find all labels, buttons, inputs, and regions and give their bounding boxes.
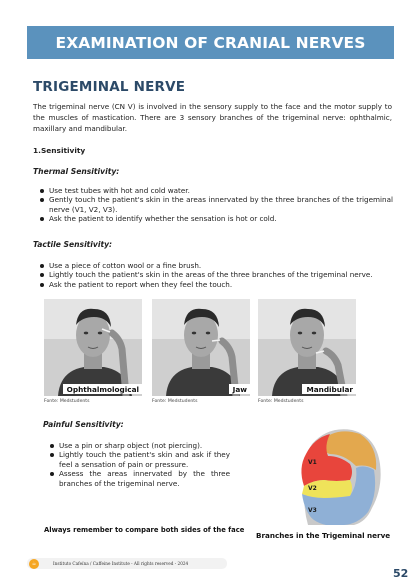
list-item: Use a pin or sharp object (not piercing). bbox=[46, 441, 230, 450]
thermal-list bbox=[36, 186, 393, 224]
compare-note: Always remember to compare both sides of the face bbox=[44, 526, 245, 534]
v1-label: V1 bbox=[308, 459, 317, 466]
photo-label: Jaw bbox=[229, 384, 250, 394]
footer-text: Instituto Cafeína / Caffeine Institute - All rights reserved - 2024 bbox=[53, 561, 189, 566]
footer-bar bbox=[27, 558, 227, 569]
page-number: 52 bbox=[393, 567, 409, 580]
photo-source: Fonte: Medstudents bbox=[258, 399, 304, 404]
v2-label: V2 bbox=[308, 485, 317, 492]
tactile-list bbox=[36, 261, 396, 289]
photo-source: Fonte: Medstudents bbox=[152, 399, 198, 404]
list-item: Lightly touch the patient's skin in the areas of the three branches of the trigeminal nerve. bbox=[36, 270, 396, 279]
v3-label: V3 bbox=[308, 507, 317, 514]
banner-title: EXAMINATION OF CRANIAL NERVES bbox=[55, 33, 366, 52]
thermal-heading: Thermal Sensitivity: bbox=[33, 167, 120, 176]
list-item: Ask the patient to report when they feel the touch. bbox=[36, 280, 396, 289]
coffee-logo-icon: ☕ bbox=[29, 559, 39, 569]
page-banner bbox=[27, 26, 394, 59]
photo-ophthalmological bbox=[44, 299, 142, 396]
list-item: Assess the areas innervated by the three branches of the trigeminal nerve. bbox=[46, 469, 230, 488]
section-title: TRIGEMINAL NERVE bbox=[33, 79, 186, 95]
painful-list bbox=[46, 441, 230, 488]
intro-paragraph: The trigeminal nerve (CN V) is involved in the sensory supply to the face and the motor supply to the muscles of mastication. There are 3 sensory branches of the trigeminal nerve: ophthalmic, maxillary and mandibular. bbox=[33, 102, 392, 134]
photo-mandibular bbox=[258, 299, 356, 396]
tactile-heading: Tactile Sensitivity: bbox=[33, 240, 113, 249]
list-item: Use a piece of cotton wool or a fine brush. bbox=[36, 261, 396, 270]
trigeminal-branches-figure bbox=[284, 424, 384, 527]
list-item: Ask the patient to identify whether the sensation is hot or cold. bbox=[36, 214, 393, 223]
photo-jaw bbox=[152, 299, 250, 396]
painful-heading: Painful Sensitivity: bbox=[43, 420, 124, 429]
patient-photo-image bbox=[258, 299, 356, 396]
figure-caption: Branches in the Trigeminal nerve bbox=[256, 531, 391, 540]
photo-label: Mandibular bbox=[302, 384, 356, 394]
list-item: Gently touch the patient's skin in the areas innervated by the three branches of the trigeminal nerve (V1, V2, V3). bbox=[36, 195, 393, 214]
patient-photo-image bbox=[152, 299, 250, 396]
patient-photo-image bbox=[44, 299, 142, 396]
list-item: Use test tubes with hot and cold water. bbox=[36, 186, 393, 195]
photo-label: Ophthalmological bbox=[63, 384, 142, 394]
list-item: Lightly touch the patient's skin and ask if they feel a sensation of pain or pressure. bbox=[46, 450, 230, 469]
sensitivity-heading: 1.Sensitivity bbox=[33, 146, 86, 155]
photo-source: Fonte: Medstudents bbox=[44, 399, 90, 404]
